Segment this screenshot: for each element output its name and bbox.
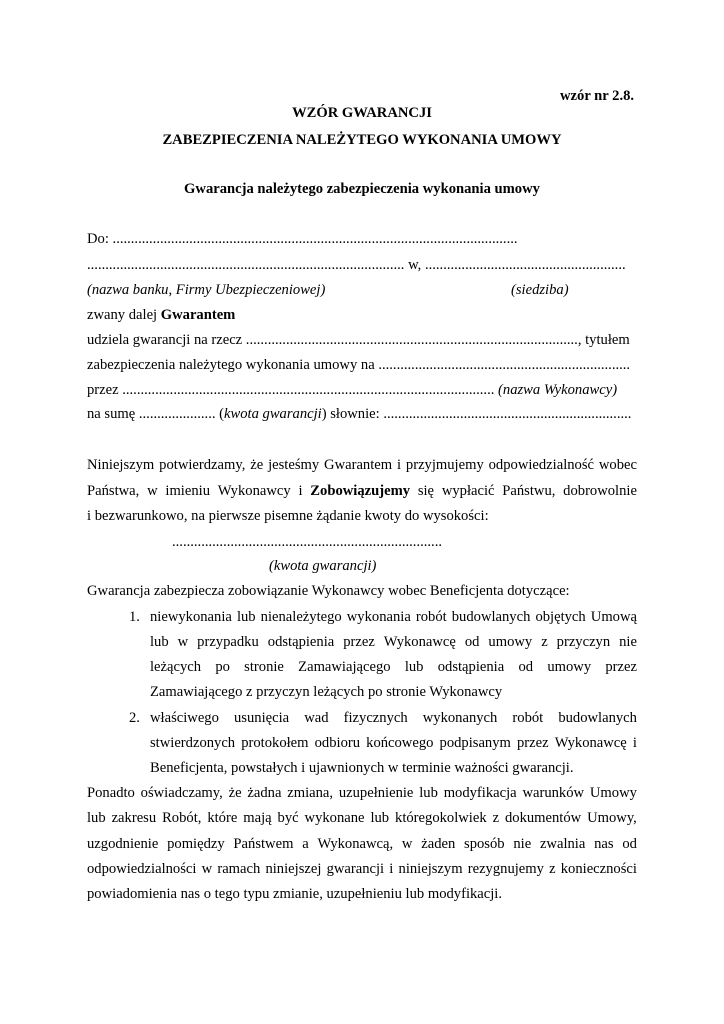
word: jesteśmy <box>268 457 320 473</box>
word: podpisanym <box>439 735 511 751</box>
word: imieniu <box>165 483 210 499</box>
word: i <box>396 457 402 473</box>
word: z <box>492 810 500 826</box>
item2-number: 2. <box>129 710 140 726</box>
word: odpowiedzialności <box>87 861 197 877</box>
seat-label: (siedziba) <box>511 282 569 298</box>
word: oświadczamy, <box>140 785 223 801</box>
sum-prefix: na sumę ..................... ( <box>87 406 225 422</box>
word: Państwa, <box>87 483 140 499</box>
word: Umową <box>590 609 637 625</box>
word: lub <box>404 659 424 675</box>
word: Wykonawcę <box>554 735 627 751</box>
word: fizycznych <box>343 710 408 726</box>
word: Państwu, <box>502 483 556 499</box>
word: Państwem <box>233 836 294 852</box>
word: objętych <box>535 609 586 625</box>
word: nie <box>513 836 532 852</box>
para2-line2 <box>87 809 637 827</box>
word: Wykonawcę <box>383 634 456 650</box>
word: w <box>401 836 413 852</box>
word: pomiędzy <box>167 836 225 852</box>
document-title-line-2: ZABEZPIECZENIA NALEŻYTEGO WYKONANIA UMOWY <box>162 132 562 148</box>
para2-line4 <box>87 860 637 878</box>
word: budowlanych <box>558 710 637 726</box>
word: wykonania <box>346 609 411 625</box>
word: Niniejszym <box>87 457 155 473</box>
word: w <box>177 634 189 650</box>
word: lub <box>419 785 438 801</box>
word: dobrowolnie <box>563 483 637 499</box>
item1-line1 <box>150 608 637 626</box>
word: budowlanych <box>451 609 531 625</box>
word: przyczyn <box>556 634 611 650</box>
word: odstąpienia <box>437 659 505 675</box>
word: końcowego <box>366 735 434 751</box>
word: warunków <box>522 785 585 801</box>
word: Umowy, <box>587 810 637 826</box>
word: z <box>541 634 548 650</box>
word: a <box>302 836 309 852</box>
word: zwalnia <box>539 836 586 852</box>
para2-line1 <box>87 784 637 802</box>
word: Ponadto <box>87 785 135 801</box>
word: Robót, <box>162 810 202 826</box>
word: Wykonawcą, <box>317 836 394 852</box>
item1-line3 <box>150 658 637 676</box>
word: i <box>632 735 637 751</box>
para2-line5: powiadomienia nas o tego typu zmianie, uzupełnieniu lub modyfikacji. <box>87 886 503 902</box>
item2-line2 <box>150 734 637 752</box>
word: któregokolwiek <box>395 810 487 826</box>
word: wobec <box>598 457 637 473</box>
word: nie <box>619 634 637 650</box>
word: nas <box>594 836 614 852</box>
word: umowy <box>488 634 533 650</box>
sum-label: kwota gwarancji <box>224 406 322 422</box>
word: i <box>389 861 394 877</box>
word: lub <box>370 810 390 826</box>
word: przez <box>517 735 549 751</box>
word: lub <box>150 634 169 650</box>
called-prefix: zwany dalej <box>87 307 158 323</box>
word: przez <box>605 659 637 675</box>
word: niniejszym <box>398 861 463 877</box>
word: że <box>228 785 242 801</box>
item1-line2 <box>150 633 637 651</box>
amount-label: (kwota gwarancji) <box>269 558 377 574</box>
word: nienależytego <box>260 609 342 625</box>
bank-label: (nazwa banku, Firmy Ubezpieczeniowej) <box>87 282 326 298</box>
word: lub <box>87 810 106 826</box>
document-title: WZÓR GWARANCJI <box>292 105 432 121</box>
word: sposób <box>464 836 505 852</box>
word: wad <box>304 710 329 726</box>
amount-dots: .......................................................................... <box>172 534 442 550</box>
word: modyfikacja <box>443 785 517 801</box>
word: Umowy <box>589 785 637 801</box>
para1-line1 <box>87 456 637 474</box>
word: w <box>201 861 213 877</box>
word: Zamawiającego <box>298 659 391 675</box>
word: stwierdzonych <box>150 735 236 751</box>
word: protokołem <box>241 735 309 751</box>
bank-line: ....................................................................................... w, ....................................................... <box>87 257 626 273</box>
item1-line4: Zamawiającego z przyczyn leżących po stronie Wykonawcy <box>150 684 503 700</box>
word: leżących <box>150 659 202 675</box>
word: przyjmujemy <box>405 457 484 473</box>
grants-line: udziela gwarancji na rzecz ..........................................................................................., tytułem <box>87 332 630 348</box>
word: które <box>207 810 238 826</box>
word: i <box>298 483 303 499</box>
word: właściwego <box>150 710 219 726</box>
word: ramach <box>217 861 261 877</box>
by-line <box>87 381 617 399</box>
para2-line3 <box>87 835 637 853</box>
word: odpowiedzialność <box>488 457 594 473</box>
to-line: Do: ............................................................................................................... <box>87 231 518 247</box>
word: zmiana, <box>287 785 334 801</box>
word: że <box>250 457 264 473</box>
word: się <box>417 483 435 499</box>
security-line: zabezpieczenia należytego wykonania umowy na ..................................................................... <box>87 357 631 373</box>
word: stronie <box>244 659 284 675</box>
word: zakresu <box>111 810 157 826</box>
word: Gwarantem <box>324 457 393 473</box>
item1-number: 1. <box>129 609 140 625</box>
word: przypadku <box>197 634 259 650</box>
word: od <box>464 634 480 650</box>
word: w <box>147 483 158 499</box>
word: gwarancji <box>326 861 385 877</box>
word: Zobowiązujemy <box>310 483 411 499</box>
word: odstąpienia <box>267 634 335 650</box>
word: robót <box>512 710 544 726</box>
word: odbioru <box>314 735 361 751</box>
word: dokumentów <box>504 810 582 826</box>
word: usunięcia <box>234 710 290 726</box>
word: robót <box>415 609 447 625</box>
word: mają <box>243 810 272 826</box>
word: lub <box>236 609 256 625</box>
word: konieczności <box>560 861 637 877</box>
word: po <box>215 659 230 675</box>
sum-suffix: ) słownie: .................................................................... <box>321 406 632 422</box>
contractor-label: (nazwa Wykonawcy) <box>498 382 618 398</box>
word: przez <box>343 634 375 650</box>
sum-line <box>87 405 631 423</box>
word: niniejszej <box>265 861 322 877</box>
word: uzgodnienie <box>87 836 159 852</box>
word: wykonanych <box>422 710 498 726</box>
word: od <box>518 659 534 675</box>
word: żaden <box>421 836 456 852</box>
covers-line: Gwarancja zabezpiecza zobowiązanie Wykonawcy wobec Beneficjenta dotyczące: <box>87 583 570 599</box>
para1-line2 <box>87 482 637 500</box>
word: być <box>277 810 299 826</box>
called-line <box>87 306 235 324</box>
word: umowy <box>547 659 592 675</box>
guarantor-name: Gwarantem <box>160 307 236 323</box>
item2-line3: Beneficjenta, powstałych i ujawnionych w terminie ważności gwarancji. <box>150 760 574 776</box>
word: z <box>549 861 556 877</box>
document-subtitle: Gwarancja należytego zabezpieczenia wykonania umowy <box>184 181 540 197</box>
word: niewykonania <box>150 609 232 625</box>
word: żadna <box>247 785 282 801</box>
by-line-text: przez ...................................................................................................... <box>87 382 495 398</box>
form-number: wzór nr 2.8. <box>560 88 635 104</box>
word: wypłacić <box>441 483 495 499</box>
word: Wykonawcy <box>217 483 291 499</box>
item2-line1 <box>150 709 637 727</box>
para1-line3: i bezwarunkowo, na pierwsze pisemne żądanie kwoty do wysokości: <box>87 508 489 524</box>
word: uzupełnienie <box>338 785 414 801</box>
word: od <box>622 836 637 852</box>
word: potwierdzamy, <box>159 457 246 473</box>
word: rezygnujemy <box>467 861 544 877</box>
word: wykonane <box>304 810 365 826</box>
